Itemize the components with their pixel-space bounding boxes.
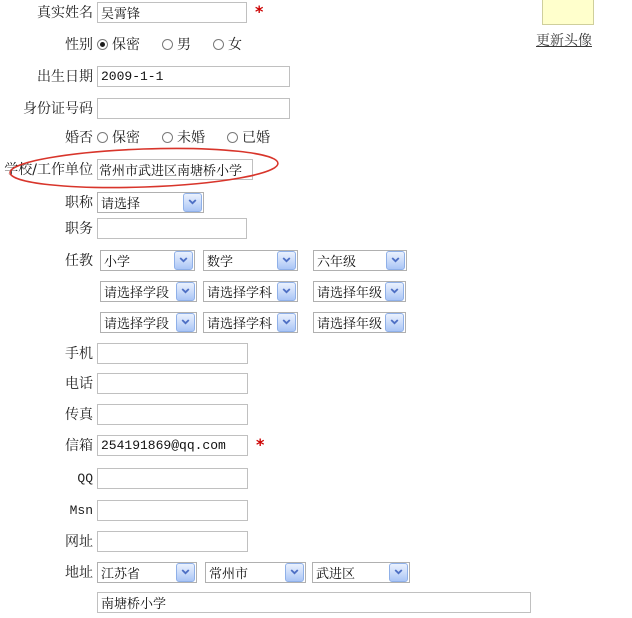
select-value: 请选择学科 <box>207 285 273 301</box>
radio-icon[interactable] <box>162 39 173 50</box>
row-phone <box>0 372 632 394</box>
row-address-detail <box>0 591 632 613</box>
address-province-select[interactable] <box>97 562 197 583</box>
row-teaching-1 <box>0 249 632 271</box>
marital-option-secret[interactable] <box>97 127 140 147</box>
chevron-down-icon <box>277 251 296 270</box>
row-birth-date <box>0 65 632 87</box>
row-school <box>0 158 632 180</box>
radio-icon[interactable] <box>97 132 108 143</box>
phone-label: 电话 <box>65 376 93 392</box>
teaching-stage-select-2[interactable] <box>100 281 197 302</box>
radio-label: 保密 <box>112 130 140 146</box>
qq-label: QQ <box>77 470 93 486</box>
row-teaching-2 <box>0 280 632 302</box>
chevron-down-icon <box>277 282 296 301</box>
teaching-grade-select-2[interactable] <box>313 281 406 302</box>
row-qq <box>0 467 632 489</box>
marital-label: 婚否 <box>65 130 93 146</box>
row-email <box>0 434 632 456</box>
row-fax <box>0 403 632 425</box>
select-value: 请选择学段 <box>104 285 170 301</box>
birth-date-input[interactable] <box>97 66 290 87</box>
address-label: 地址 <box>65 565 93 581</box>
select-value: 请选择学科 <box>207 316 273 332</box>
chevron-down-icon <box>385 282 404 301</box>
row-teaching-3 <box>0 311 632 333</box>
fax-input[interactable] <box>97 404 248 425</box>
chevron-down-icon <box>385 313 404 332</box>
position-input[interactable] <box>97 218 247 239</box>
radio-label: 保密 <box>112 37 140 53</box>
website-input[interactable] <box>97 531 248 552</box>
select-value: 武进区 <box>316 566 356 582</box>
chevron-down-icon <box>183 193 202 212</box>
id-number-input[interactable] <box>97 98 290 119</box>
marital-option-married[interactable] <box>227 127 270 147</box>
real-name-input[interactable] <box>97 2 247 23</box>
school-label: 学校/工作单位 <box>4 162 93 178</box>
school-input[interactable] <box>97 159 253 180</box>
select-value: 江苏省 <box>101 566 141 582</box>
chevron-down-icon <box>389 563 408 582</box>
email-label: 信箱 <box>65 438 93 454</box>
teaching-stage-select-3[interactable] <box>100 312 197 333</box>
chevron-down-icon <box>176 313 195 332</box>
teaching-grade-select-3[interactable] <box>313 312 406 333</box>
msn-input[interactable] <box>97 500 248 521</box>
teaching-subject-select-2[interactable] <box>203 281 298 302</box>
teaching-label: 任教 <box>65 253 93 269</box>
radio-icon[interactable] <box>227 132 238 143</box>
teaching-subject-select-3[interactable] <box>203 312 298 333</box>
marital-option-unmarried[interactable] <box>162 127 205 147</box>
email-input[interactable] <box>97 435 248 456</box>
radio-icon[interactable] <box>162 132 173 143</box>
required-asterisk: * <box>255 2 264 21</box>
address-city-select[interactable] <box>205 562 306 583</box>
gender-option-secret[interactable] <box>97 34 140 54</box>
teaching-grade-select-1[interactable] <box>313 250 407 271</box>
radio-label: 男 <box>177 37 191 53</box>
chevron-down-icon <box>285 563 304 582</box>
chevron-down-icon <box>176 282 195 301</box>
id-number-label: 身份证号码 <box>23 101 93 117</box>
radio-checked-icon[interactable] <box>97 39 108 50</box>
radio-icon[interactable] <box>213 39 224 50</box>
title-select[interactable] <box>97 192 204 213</box>
row-id-number <box>0 97 632 119</box>
row-gender <box>0 33 632 55</box>
address-district-select[interactable] <box>312 562 410 583</box>
fax-label: 传真 <box>65 407 93 423</box>
radio-label: 已婚 <box>242 130 270 146</box>
select-value: 请选择学段 <box>104 316 170 332</box>
teaching-subject-select-1[interactable] <box>203 250 298 271</box>
row-position <box>0 217 632 239</box>
row-real-name <box>0 1 632 23</box>
select-value: 小学 <box>104 254 131 270</box>
real-name-label: 真实姓名 <box>37 5 93 21</box>
row-website <box>0 530 632 552</box>
radio-label: 未婚 <box>177 130 205 146</box>
title-label: 职称 <box>65 195 93 211</box>
row-mobile <box>0 342 632 364</box>
select-value: 六年级 <box>317 254 357 270</box>
row-msn <box>0 499 632 521</box>
website-label: 网址 <box>65 534 93 550</box>
msn-label: Msn <box>69 502 93 518</box>
select-value: 数学 <box>207 254 234 270</box>
select-value: 请选择年级 <box>317 285 383 301</box>
update-avatar-link[interactable]: 更新头像 <box>536 33 592 49</box>
chevron-down-icon <box>386 251 405 270</box>
teaching-stage-select-1[interactable] <box>100 250 195 271</box>
qq-input[interactable] <box>97 468 248 489</box>
address-detail-input[interactable] <box>97 592 531 613</box>
select-value: 常州市 <box>209 566 249 582</box>
gender-label: 性别 <box>65 37 93 53</box>
row-address <box>0 561 632 583</box>
chevron-down-icon <box>277 313 296 332</box>
mobile-label: 手机 <box>65 346 93 362</box>
chevron-down-icon <box>174 251 193 270</box>
birth-date-label: 出生日期 <box>37 69 93 85</box>
mobile-input[interactable] <box>97 343 248 364</box>
select-value: 请选择年级 <box>317 316 383 332</box>
gender-option-female[interactable] <box>213 34 242 54</box>
position-label: 职务 <box>65 221 93 237</box>
required-asterisk: * <box>256 435 265 454</box>
gender-option-male[interactable] <box>162 34 191 54</box>
radio-label: 女 <box>228 37 242 53</box>
row-marital <box>0 126 632 148</box>
chevron-down-icon <box>176 563 195 582</box>
select-value: 请选择 <box>101 196 141 212</box>
row-title <box>0 191 632 213</box>
phone-input[interactable] <box>97 373 248 394</box>
